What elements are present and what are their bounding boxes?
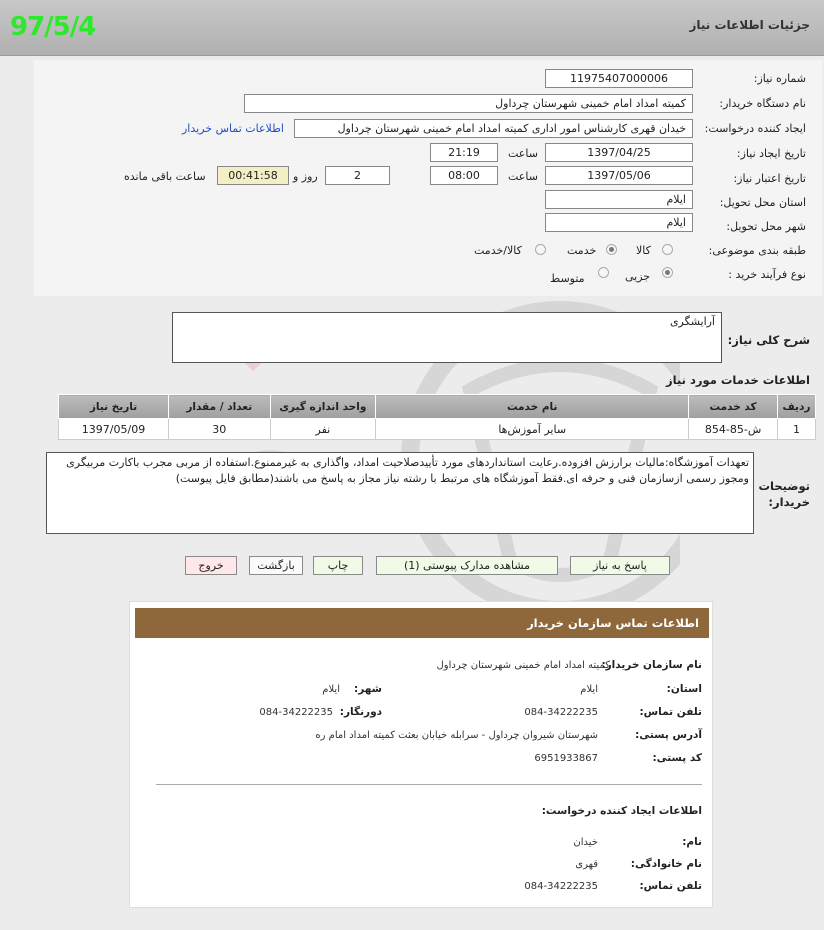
date-stamp: 97/5/4 (10, 12, 96, 42)
cell-need-date: 1397/05/09 (59, 419, 169, 440)
province-field[interactable]: ایلام (545, 190, 693, 209)
table-row[interactable] (59, 419, 816, 440)
col-service-code: کد خدمت (689, 395, 778, 419)
need-number-label: شماره نیاز: (753, 72, 806, 85)
creator-phone-value: 084-34222235 (524, 881, 598, 892)
contact-phone-label: تلفن تماس: (639, 706, 702, 718)
page-title: جزئیات اطلاعات نیاز (689, 18, 810, 32)
validity-date-label: تاریخ اعتبار نیاز: (733, 172, 806, 185)
category-goods-label: کالا (636, 244, 651, 257)
need-number-field[interactable]: 11975407000006 (545, 69, 693, 88)
attachments-button[interactable]: مشاهده مدارک پیوستی (1) (376, 556, 558, 575)
buyer-org-label: نام دستگاه خریدار: (719, 97, 806, 110)
city-field[interactable]: ایلام (545, 213, 693, 232)
process-medium-radio[interactable] (598, 267, 609, 278)
requester-field[interactable]: خیدان قهری کارشناس امور اداری کمیته امداد امام خمینی شهرستان چرداول (294, 119, 693, 138)
services-header-row (59, 395, 816, 419)
col-unit: واحد اندازه گیری (270, 395, 376, 419)
province-label: استان محل تحویل: (719, 196, 806, 209)
contact-org-value: کمیته امداد امام خمینی شهرستان چرداول (436, 660, 610, 671)
validity-time-field[interactable]: 08:00 (430, 166, 498, 185)
validity-time-label: ساعت (508, 170, 538, 183)
cell-row: 1 (777, 419, 815, 440)
remaining-time-label: ساعت باقی مانده (124, 170, 206, 183)
contact-address-value: شهرستان شیروان چرداول - سرابله خیابان بعثت کمیته امداد امام ره (315, 730, 598, 741)
process-minor-label: جزیی (625, 270, 651, 283)
contact-address-label: آدرس پستی: (635, 729, 702, 741)
buyer-org-field[interactable]: کمیته امداد امام خمینی شهرستان چرداول (244, 94, 693, 113)
process-medium-label: متوسط (550, 272, 585, 285)
col-need-date: تاریخ نیاز (59, 395, 169, 419)
creator-first-name-value: خیدان (573, 837, 598, 848)
contact-city-value: ایلام (322, 684, 340, 695)
description-field[interactable]: آرایشگری (172, 312, 722, 363)
category-goods-service-radio[interactable] (535, 244, 546, 255)
process-minor-radio[interactable] (662, 267, 673, 278)
description-label: شرح کلی نیاز: (727, 333, 810, 347)
category-label: طبقه بندی موضوعی: (708, 244, 806, 257)
contact-province-value: ایلام (580, 684, 598, 695)
services-table (58, 394, 816, 440)
creator-first-name-label: نام: (682, 836, 702, 848)
process-label: نوع فرآیند خرید : (728, 268, 806, 281)
cell-quantity: 30 (169, 419, 270, 440)
contact-fax-label: دورنگار: (339, 706, 382, 718)
creator-last-name-label: نام خانوادگی: (630, 858, 702, 870)
creator-last-name-value: قهری (575, 859, 598, 870)
buyer-contact-card-header (135, 608, 709, 638)
col-service-name: نام خدمت (376, 395, 689, 419)
cell-unit: نفر (270, 419, 376, 440)
services-title: اطلاعات خدمات مورد نیاز (666, 373, 810, 387)
contact-postal-label: کد پستی: (652, 752, 702, 764)
col-row: ردیف (777, 395, 815, 419)
category-service-label: خدمت (567, 244, 597, 257)
contact-postal-value: 6951933867 (534, 753, 598, 764)
buyer-contact-card-title: اطلاعات تماس سازمان خریدار (527, 616, 699, 630)
back-button[interactable]: بازگشت (249, 556, 303, 575)
requester-label: ایجاد کننده درخواست: (704, 122, 806, 135)
created-date-field[interactable]: 1397/04/25 (545, 143, 693, 162)
remaining-time-field[interactable]: 00:41:58 (217, 166, 289, 185)
days-label: روز و (293, 170, 318, 183)
cell-service-name: سایر آموزش‌ها (376, 419, 689, 440)
buyer-contact-card (129, 601, 713, 908)
contact-fax-value: 084-34222235 (259, 707, 333, 718)
created-time-field[interactable]: 21:19 (430, 143, 498, 162)
buyer-notes-field[interactable]: تعهدات آموزشگاه:مالیات برارزش افزوده.رعایت استانداردهای مورد تأییدصلاحیت امداد، واگذاری به غیرممنوع.استفاده از مربی مجرب باکارت مربیگری ومجوز رسمی ازسازمان فنی و حرفه ای.فقط آموزشگاه های مرتبط با رشته نیاز مجاز به پاسخ می باشند(مطابق فایل پیوست) (46, 452, 754, 534)
print-button[interactable]: چاپ (313, 556, 363, 575)
category-goods-service-label: کالا/خدمت (474, 244, 522, 257)
created-time-label: ساعت (508, 147, 538, 160)
reply-button[interactable]: پاسخ به نیاز (570, 556, 670, 575)
contact-city-label: شهر: (354, 683, 382, 695)
buyer-notes-label: توضیحات خریدار: (758, 479, 810, 509)
creator-phone-label: تلفن تماس: (639, 880, 702, 892)
creator-title: اطلاعات ایجاد کننده درخواست: (541, 805, 702, 817)
category-service-radio[interactable] (606, 244, 617, 255)
validity-date-field[interactable]: 1397/05/06 (545, 166, 693, 185)
category-goods-radio[interactable] (662, 244, 673, 255)
remaining-days-field[interactable]: 2 (325, 166, 390, 185)
contact-province-label: استان: (666, 683, 702, 695)
col-quantity: تعداد / مقدار (169, 395, 270, 419)
created-date-label: تاریخ ایجاد نیاز: (736, 147, 806, 160)
contact-phone-value: 084-34222235 (524, 707, 598, 718)
city-label: شهر محل تحویل: (726, 220, 806, 233)
card-divider (156, 784, 702, 785)
contact-org-label: نام سازمان خریدار: (601, 659, 702, 671)
cell-service-code: ش-85-854 (689, 419, 778, 440)
exit-button[interactable]: خروج (185, 556, 237, 575)
services-table-wrap (58, 394, 818, 440)
buyer-contact-link[interactable]: اطلاعات تماس خریدار (182, 122, 284, 135)
